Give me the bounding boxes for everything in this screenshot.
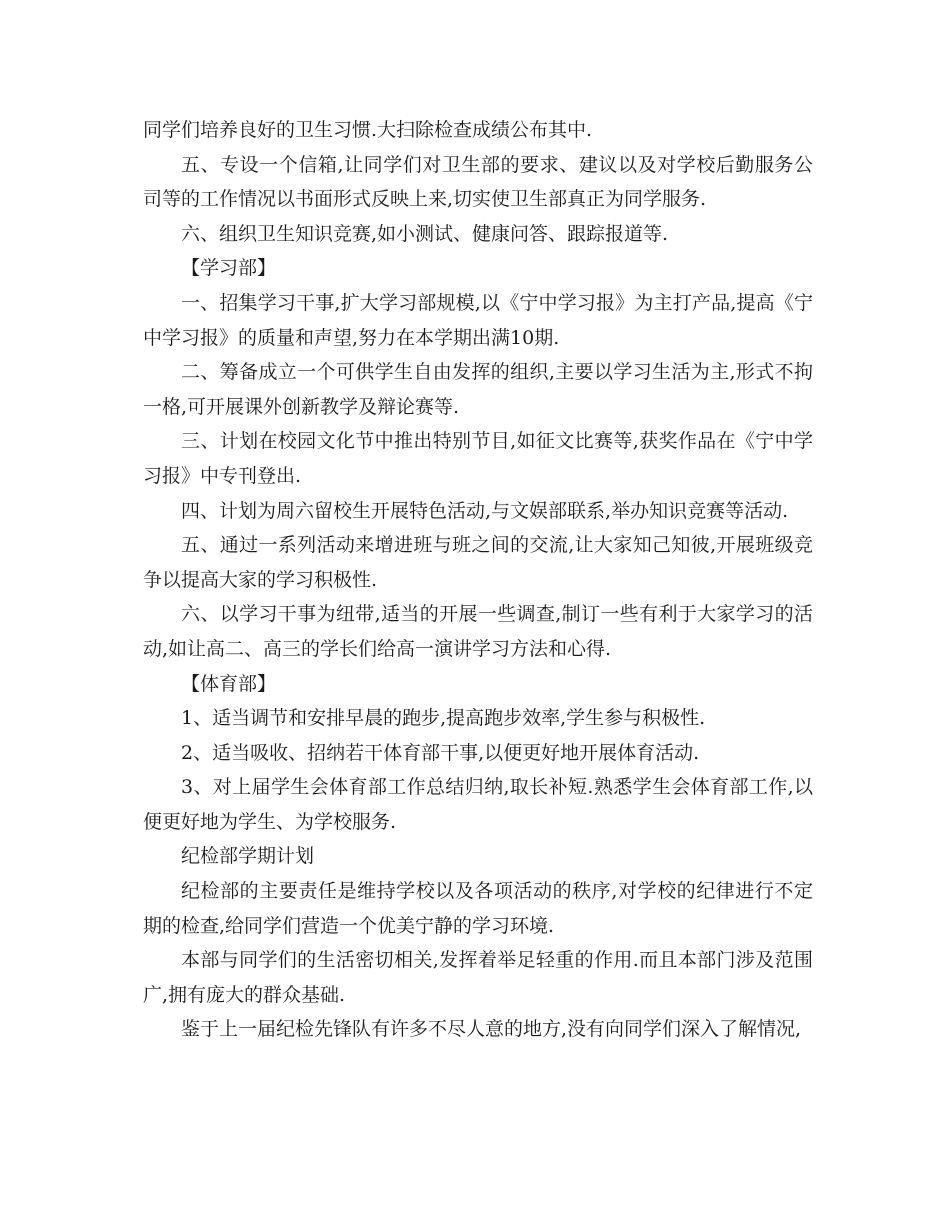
paragraph: 2、适当吸收、招纳若干体育部干事,以便更好地开展体育活动. xyxy=(181,741,700,764)
paragraph: 五、通过一系列活动来增进班与班之间的交流,让大家知己知彼,开展班级竞争以提高大家的学习积极性. xyxy=(143,534,813,591)
document-body xyxy=(143,113,813,1047)
section-heading-study: 【学习部】 xyxy=(181,257,277,280)
paragraph: 1、适当调节和安排早晨的跑步,提高跑步效率,学生参与积极性. xyxy=(181,707,706,730)
paragraph: 四、计划为周六留校生开展特色活动,与文娱部联系,举办知识竞赛等活动. xyxy=(181,499,789,522)
paragraph: 六、组织卫生知识竞赛,如小测试、健康问答、跟踪报道等. xyxy=(181,222,669,245)
section-heading-discipline: 纪检部学期计划 xyxy=(181,845,315,868)
paragraph: 三、计划在校园文化节中推出特别节目,如征文比赛等,获奖作品在《宁中学习报》中专刊登出. xyxy=(143,430,813,487)
section-heading-sports: 【体育部】 xyxy=(181,672,277,695)
paragraph: 纪检部的主要责任是维持学校以及各项活动的秩序,对学校的纪律进行不定期的检查,给同学们营造一个优美宁静的学习环境. xyxy=(143,880,813,937)
paragraph: 本部与同学们的生活密切相关,发挥着举足轻重的作用.而且本部门涉及范围广,拥有庞大的群众基础. xyxy=(143,949,813,1006)
paragraph: 3、对上届学生会体育部工作总结归纳,取长补短.熟悉学生会体育部工作,以便更好地为学生、为学校服务. xyxy=(143,776,813,833)
paragraph: 五、专设一个信箱,让同学们对卫生部的要求、建议以及对学校后勤服务公司等的工作情况以书面形式反映上来,切实使卫生部真正为同学服务. xyxy=(143,153,813,211)
paragraph: 六、以学习干事为纽带,适当的开展一些调查,制订一些有利于大家学习的活动,如让高二、高三的学长们给高一演讲学习方法和心得. xyxy=(143,603,813,660)
paragraph: 二、筹备成立一个可供学生自由发挥的组织,主要以学习生活为主,形式不拘一格,可开展课外创新教学及辩论赛等. xyxy=(143,361,813,418)
paragraph: 同学们培养良好的卫生习惯.大扫除检查成绩公布其中. xyxy=(143,119,593,141)
paragraph: 鉴于上一届纪检先锋队有许多不尽人意的地方,没有向同学们深入了解情况, xyxy=(181,1018,802,1041)
paragraph: 一、招集学习干事,扩大学习部规模,以《宁中学习报》为主打产品,提高《宁中学习报》的质量和声望,努力在本学期出满10期. xyxy=(143,291,813,349)
